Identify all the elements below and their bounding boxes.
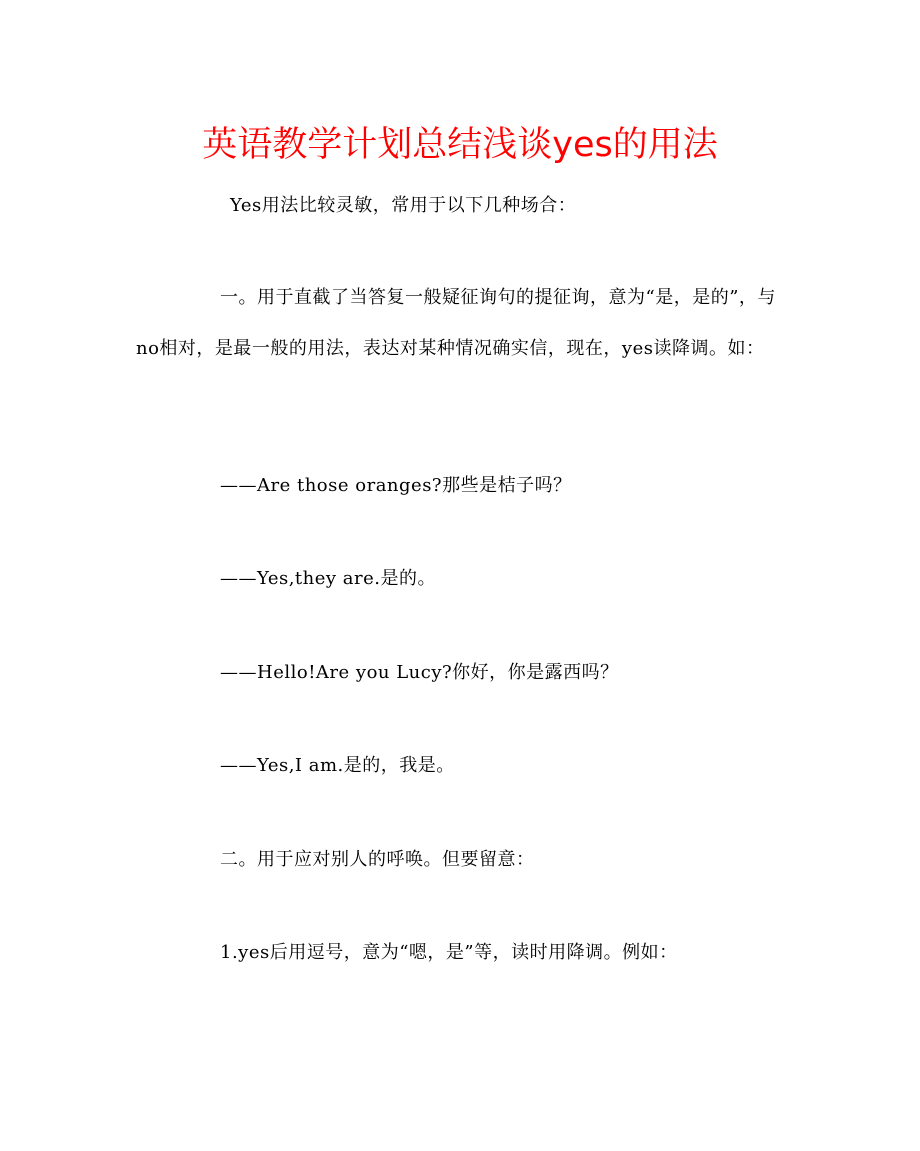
dialog-line-3: ——Hello!Are you Lucy?你好，你是露西吗？ <box>220 662 619 683</box>
sub-item-1-paragraph: 1.yes后用逗号，意为“嗯，是”等，读时用降调。例如： <box>220 942 678 963</box>
dialog-line-2: ——Yes,they are.是的。 <box>220 568 437 589</box>
page-title: 英语教学计划总结浅谈yes的用法 <box>202 125 718 165</box>
dialog-line-4: ——Yes,I am.是的，我是。 <box>220 755 455 776</box>
section-two-paragraph: 二。用于应对别人的呼唤。但要留意： <box>220 849 535 870</box>
section-one-paragraph: 一。用于直截了当答复一般疑征询句的提征询，意为“是，是的”，与no相对，是最一般的用法，表达对某种情况确实信，现在，yes读降调。如： <box>136 287 776 359</box>
intro-paragraph: Yes用法比较灵敏，常用于以下几种场合： <box>230 195 577 216</box>
dialog-line-1: ——Are those oranges?那些是桔子吗？ <box>220 475 572 496</box>
